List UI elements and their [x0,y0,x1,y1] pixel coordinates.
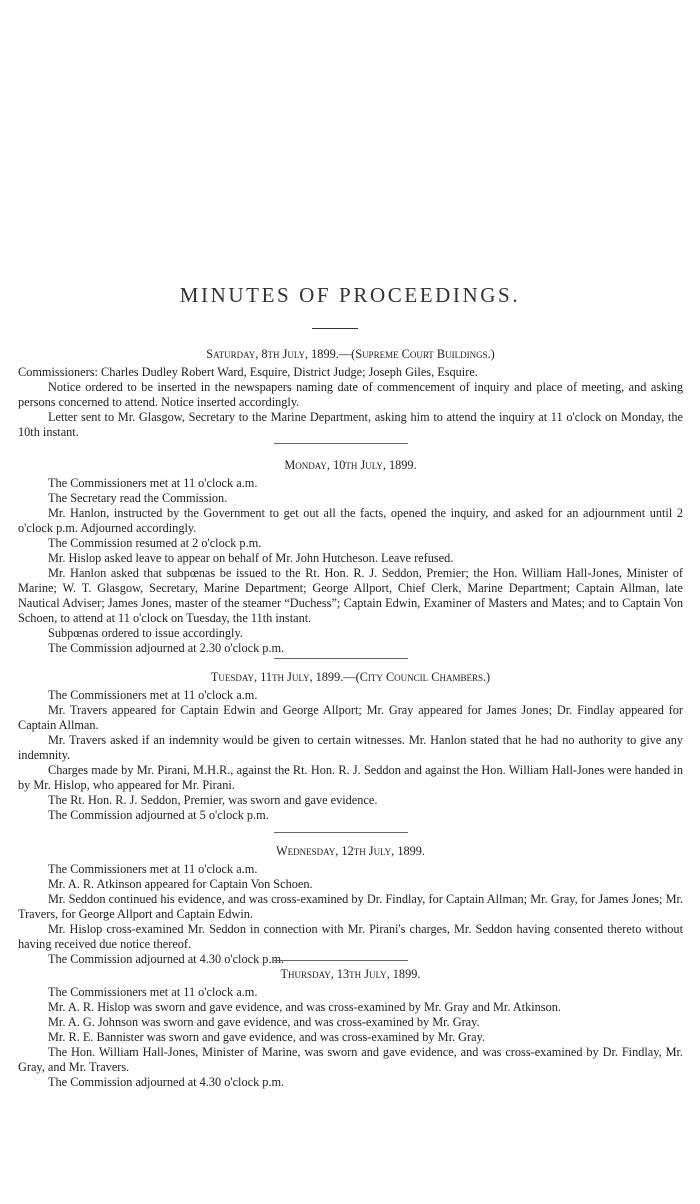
paragraph: Mr. Hanlon, instructed by the Government to get out all the facts, opened the inquiry, and asked for an adjournment until 2 o'clock p.m. Adjourned accordingly. [18,506,683,535]
section-divider [274,832,408,833]
section-saturday [18,347,683,440]
paragraph: The Commission adjourned at 4.30 o'clock p.m. [48,1075,285,1089]
paragraph: Mr. Travers appeared for Captain Edwin and George Allport; Mr. Gray appeared for James Jones; Dr. Findlay appeared for Captain Allman. [18,703,683,732]
section-thursday [18,967,683,1090]
paragraph: The Commission adjourned at 2.30 o'clock p.m. [48,641,285,655]
paragraph: Mr. Travers asked if an indemnity would be given to certain witnesses. Mr. Hanlon stated that he had no authority to give any indemnity. [18,733,683,762]
section-wednesday [18,844,683,967]
title-rule [312,328,358,329]
paragraph: The Commission adjourned at 4.30 o'clock p.m. [48,952,285,966]
paragraph: The Commissioners met at 11 o'clock a.m. [48,985,258,999]
paragraph: Subpœnas ordered to issue accordingly. [48,626,243,640]
paragraph: The Commission adjourned at 5 o'clock p.m. [48,808,269,822]
day-heading: Tuesday, 11th July, 1899.—(City Council Chambers.) [210,670,491,684]
paragraph: Mr. A. R. Hislop was sworn and gave evidence, and was cross-examined by Mr. Gray and Mr. Atkinson. [48,1000,561,1014]
page-title: MINUTES OF PROCEEDINGS. [179,283,521,307]
paragraph: The Commission resumed at 2 o'clock p.m. [48,536,262,550]
day-heading: Wednesday, 12th July, 1899. [276,844,425,858]
paragraph: Mr. R. E. Bannister was sworn and gave evidence, and was cross-examined by Mr. Gray. [48,1030,485,1044]
paragraph: Charges made by Mr. Pirani, M.H.R., against the Rt. Hon. R. J. Seddon and against the Hon. William Hall-Jones were handed in by Mr. Hislop, who appeared for Mr. Pirani. [18,763,683,792]
paragraph: Mr. Hislop asked leave to appear on behalf of Mr. John Hutcheson. Leave refused. [48,551,454,565]
paragraph: The Rt. Hon. R. J. Seddon, Premier, was sworn and gave evidence. [48,793,378,807]
day-heading: Monday, 10th July, 1899. [284,458,417,472]
day-heading: Thursday, 13th July, 1899. [280,967,421,981]
paragraph: Notice ordered to be inserted in the newspapers naming date of commencement of inquiry and place of meeting, and asking persons concerned to attend. Notice inserted accordingly. [18,380,683,409]
section-divider [274,960,408,961]
section-monday [18,458,683,656]
paragraph: The Secretary read the Commission. [48,491,228,505]
paragraph: The Hon. William Hall-Jones, Minister of Marine, was sworn and gave evidence, and was cross-examined by Dr. Findlay, Mr. Gray, and Mr. Travers. [18,1045,683,1074]
paragraph: Letter sent to Mr. Glasgow, Secretary to the Marine Department, asking him to attend the inquiry at 11 o'clock on Monday, the 10th instant. [18,410,683,439]
day-heading: Saturday, 8th July, 1899.—(Supreme Court Buildings.) [206,347,495,361]
paragraph: Mr. A. G. Johnson was sworn and gave evidence, and was cross-examined by Mr. Gray. [48,1015,480,1029]
paragraph: The Commissioners met at 11 o'clock a.m. [48,688,258,702]
paragraph: Mr. Seddon continued his evidence, and was cross-examined by Dr. Findlay, for Captain Allman; Mr. Gray, for James Jones; Mr. Travers, for George Allport and Captain Edwin. [18,892,683,921]
paragraph: Mr. Hislop cross-examined Mr. Seddon in connection with Mr. Pirani's charges, Mr. Seddon having consented thereto without having received due notice thereof. [18,922,683,951]
section-tuesday [18,670,683,823]
section-divider [274,658,408,659]
section-divider [274,443,408,444]
paragraph: Commissioners: Charles Dudley Robert Ward, Esquire, District Judge; Joseph Giles, Esquire. [18,365,478,379]
paragraph: Mr. Hanlon asked that subpœnas be issued to the Rt. Hon. R. J. Seddon, Premier; the Hon. William Hall-Jones, Minister of Marine; W. T. Glasgow, Secretary, Marine Department; George Allport, Chief Clerk, Marine Department; Captain Allman, late Nautical Adviser; James Jones, master of the steamer “Duchess”; Captain Edwin, Examiner of Masters and Mates; and to Captain Von Schoen, to attend at 11 o'clock on Tuesday, the 11th instant. [18,566,683,625]
paragraph: The Commissioners met at 11 o'clock a.m. [48,476,258,490]
paragraph: Mr. A. R. Atkinson appeared for Captain Von Schoen. [48,877,313,891]
paragraph: The Commissioners met at 11 o'clock a.m. [48,862,258,876]
